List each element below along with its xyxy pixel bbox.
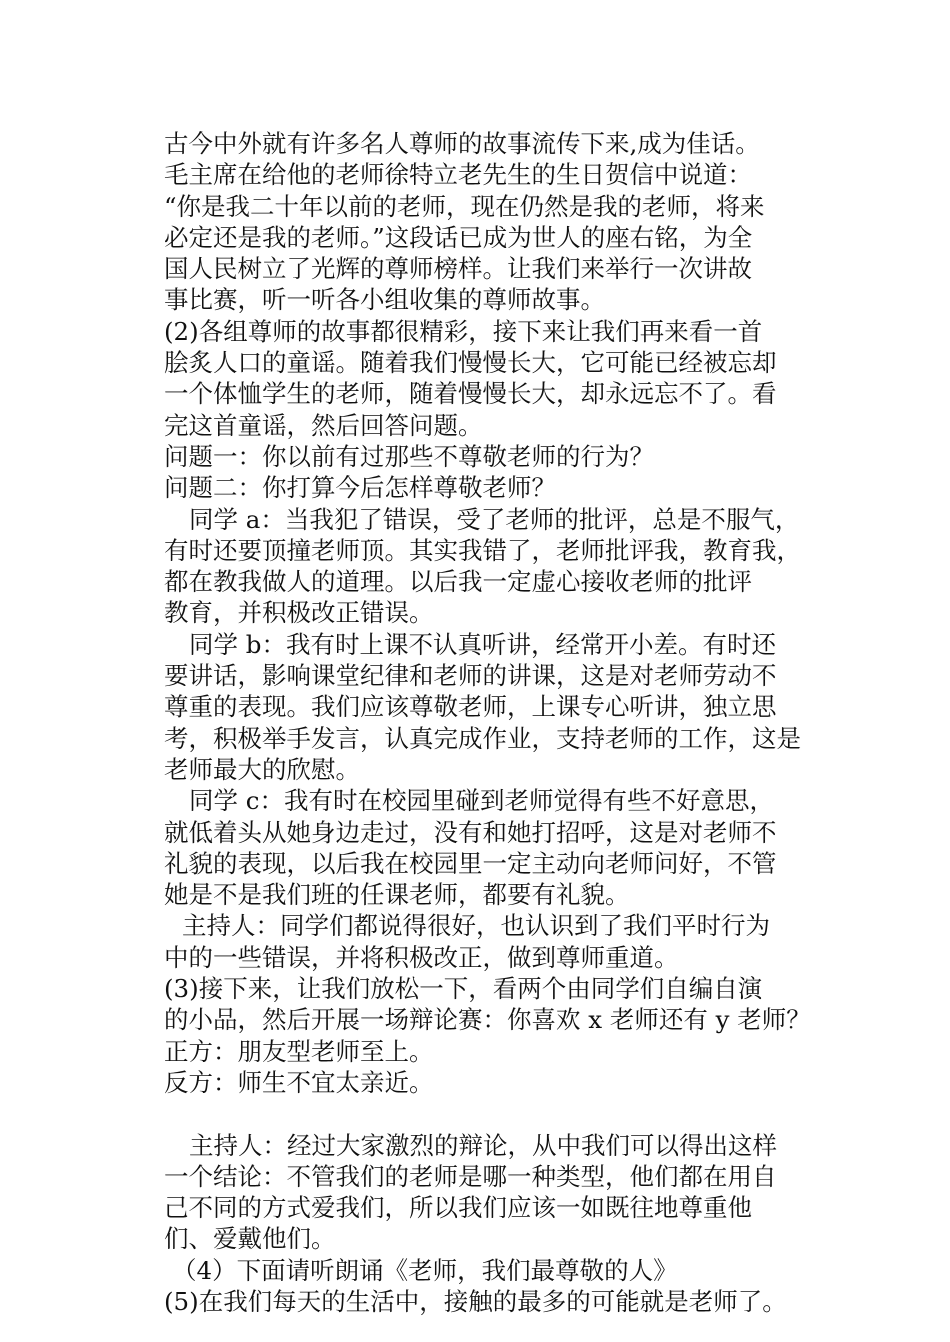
text-line: 礼貌的表现，以后我在校园里一定主动向老师问好，不管 bbox=[164, 848, 777, 878]
host-line: 主持人：经过大家激烈的辩论，从中我们可以得出这样 bbox=[189, 1130, 777, 1160]
text-line: (5)在我们每天的生活中，接触的最多的可能就是老师了。 bbox=[164, 1286, 787, 1316]
blank-line bbox=[164, 1098, 794, 1129]
text-line: 脍炙人口的童谣。随着我们慢慢长大，它可能已经被忘却 bbox=[164, 348, 777, 378]
text-line: (2)各组尊师的故事都很精彩，接下来让我们再来看一首 bbox=[164, 316, 763, 346]
text-line: 就低着头从她身边走过，没有和她打招呼，这是对老师不 bbox=[164, 817, 777, 847]
affirmative-line: 正方：朋友型老师至上。 bbox=[164, 1036, 434, 1066]
recitation-line: （4）下面请听朗诵《老师，我们最尊敬的人》 bbox=[172, 1255, 678, 1285]
student-b-line: 同学 b：我有时上课不认真听讲，经常开小差。有时还 bbox=[189, 629, 776, 659]
text-line: 必定还是我的老师。”这段话已成为世人的座右铭，为全 bbox=[164, 222, 753, 252]
text-line: 国人民树立了光辉的尊师榜样。让我们来举行一次讲故 bbox=[164, 254, 752, 284]
negative-line: 反方：师生不宜太亲近。 bbox=[164, 1067, 434, 1097]
text-line: 完这首童谣，然后回答问题。 bbox=[164, 410, 483, 440]
text-line: 考，积极举手发言，认真完成作业，支持老师的工作，这是 bbox=[164, 723, 801, 753]
text-line: 们、爱戴他们。 bbox=[164, 1224, 336, 1254]
text-line: 的小品，然后开展一场辩论赛：你喜欢 x 老师还有 y 老师？ bbox=[164, 1005, 811, 1035]
text-line: 都在教我做人的道理。以后我一定虚心接收老师的批评 bbox=[164, 567, 752, 597]
text-line: 教育，并积极改正错误。 bbox=[164, 598, 434, 628]
text-line: 一个结论：不管我们的老师是哪一种类型，他们都在用自 bbox=[164, 1161, 777, 1191]
text-line: 古今中外就有许多名人尊师的故事流传下来,成为佳话。 bbox=[164, 129, 760, 158]
text-line: 毛主席在给他的老师徐特立老先生的生日贺信中说道： bbox=[164, 160, 752, 190]
text-line: 尊重的表现。我们应该尊敬老师，上课专心听讲，独立思 bbox=[164, 692, 777, 722]
host-line: 主持人：同学们都说得很好，也认识到了我们平时行为 bbox=[182, 911, 770, 941]
document-body bbox=[164, 128, 811, 1317]
student-c-line: 同学 c：我有时在校园里碰到老师觉得有些不好意思， bbox=[189, 786, 775, 816]
question-one: 问题一：你以前有过那些不尊敬老师的行为？ bbox=[164, 441, 654, 471]
text-line: 一个体恤学生的老师，随着慢慢长大，却永远忘不了。看 bbox=[164, 379, 777, 409]
text-line: 有时还要顶撞老师顶。其实我错了，老师批评我，教育我， bbox=[164, 535, 801, 565]
text-line: 中的一些错误，并将积极改正，做到尊师重道。 bbox=[164, 942, 679, 972]
question-two: 问题二：你打算今后怎样尊敬老师？ bbox=[164, 473, 556, 503]
text-line: “你是我二十年以前的老师，现在仍然是我的老师，将来 bbox=[164, 191, 765, 221]
text-line: (3)接下来，让我们放松一下，看两个由同学们自编自演 bbox=[164, 974, 763, 1004]
student-a-line: 同学 a：当我犯了错误，受了老师的批评，总是不服气， bbox=[189, 504, 800, 534]
text-line: 己不同的方式爱我们，所以我们应该一如既往地尊重他 bbox=[164, 1193, 752, 1223]
text-line: 老师最大的欣慰。 bbox=[164, 754, 360, 784]
text-line: 事比赛，听一听各小组收集的尊师故事。 bbox=[164, 285, 605, 315]
text-line: 要讲话，影响课堂纪律和老师的讲课，这是对老师劳动不 bbox=[164, 661, 777, 691]
text-line: 她是不是我们班的任课老师，都要有礼貌。 bbox=[164, 880, 630, 910]
